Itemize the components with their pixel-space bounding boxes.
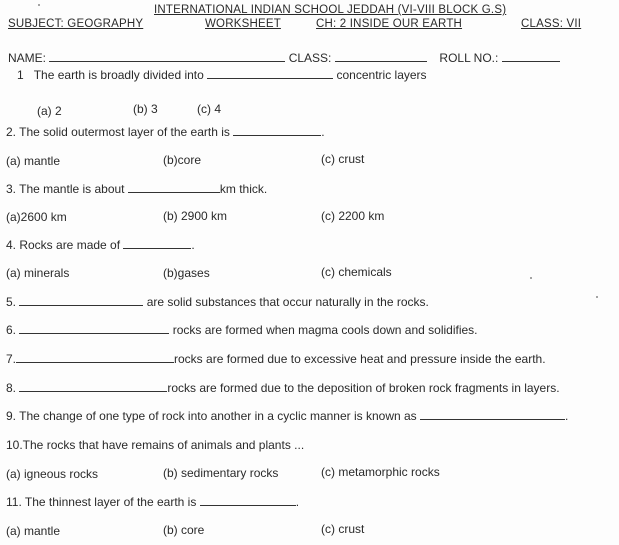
- question-text: The earth is broadly divided into: [33, 68, 204, 82]
- q4-option-c[interactable]: (c) chemicals: [321, 265, 392, 279]
- question-10: 10.The rocks that have remains of animals and plants ...: [6, 438, 305, 452]
- answer-blank[interactable]: [19, 295, 143, 306]
- scan-speck: [596, 296, 598, 298]
- question-4: [6, 238, 195, 252]
- class-field[interactable]: [335, 51, 427, 62]
- worksheet-label: WORKSHEET: [205, 18, 281, 30]
- q3-option-b[interactable]: (b) 2900 km: [163, 209, 228, 223]
- answer-blank[interactable]: [128, 182, 220, 193]
- q4-option-a[interactable]: (a) minerals: [6, 266, 70, 280]
- q11-option-a[interactable]: (a) mantle: [6, 524, 61, 538]
- name-field[interactable]: [49, 51, 285, 62]
- period: .: [565, 409, 569, 423]
- question-number: 8.: [6, 381, 17, 395]
- question-text: rocks are formed due to the deposition of broken rock fragments in layers.: [167, 381, 560, 395]
- roll-label: ROLL NO.:: [439, 51, 499, 65]
- q3-option-a[interactable]: (a)2600 km: [6, 210, 67, 224]
- answer-blank[interactable]: [19, 381, 167, 392]
- question-9: [6, 409, 568, 423]
- scan-speck: [530, 277, 532, 279]
- question-text: 2. The solid outermost layer of the earth is: [6, 125, 230, 139]
- q1-option-c[interactable]: (c) 4: [197, 102, 221, 116]
- question-5: [6, 295, 429, 309]
- q1-option-a[interactable]: (a) 2: [37, 104, 62, 118]
- question-3: [6, 182, 267, 196]
- question-text-end: concentric layers: [336, 68, 427, 82]
- q1-option-b[interactable]: (b) 3: [133, 102, 158, 116]
- question-text: rocks are formed due to excessive heat and pressure inside the earth.: [174, 352, 546, 366]
- question-number: 7.: [6, 352, 17, 366]
- question-text: are solid substances that occur naturally in the rocks.: [146, 295, 429, 309]
- period: .: [321, 125, 325, 139]
- school-title: INTERNATIONAL INDIAN SCHOOL JEDDAH (VI-VIII BLOCK G.S): [154, 4, 507, 16]
- question-text: 11. The thinnest layer of the earth is: [6, 495, 197, 509]
- question-text: 3. The mantle is about: [6, 182, 125, 196]
- question-number: 6.: [6, 323, 17, 337]
- q3-option-c[interactable]: (c) 2200 km: [321, 209, 385, 223]
- class-label: CLASS:: [288, 51, 332, 65]
- subject-label: SUBJECT: GEOGRAPHY: [8, 18, 144, 30]
- q4-option-b[interactable]: (b)gases: [163, 266, 210, 280]
- question-2: [6, 125, 325, 139]
- name-row: [8, 51, 560, 65]
- q2-option-b[interactable]: (b)core: [163, 153, 202, 167]
- scan-speck: [38, 4, 40, 6]
- question-text: 4. Rocks are made of: [6, 238, 121, 252]
- question-number: 1: [17, 68, 24, 82]
- q10-option-c[interactable]: (c) metamorphic rocks: [321, 465, 440, 479]
- question-8: [6, 381, 560, 395]
- answer-blank[interactable]: [233, 125, 321, 136]
- question-6: [6, 323, 478, 337]
- q2-option-c[interactable]: (c) crust: [321, 152, 365, 166]
- answer-blank[interactable]: [16, 352, 174, 363]
- question-text-end: km thick.: [219, 182, 268, 196]
- answer-blank[interactable]: [420, 409, 565, 420]
- question-7: [6, 352, 546, 366]
- question-text: 9. The change of one type of rock into another in a cyclic manner is known as: [6, 409, 417, 423]
- q11-option-c[interactable]: (c) crust: [321, 522, 365, 536]
- question-text: rocks are formed when magma cools down and solidifies.: [172, 323, 478, 337]
- q10-option-b[interactable]: (b) sedimentary rocks: [163, 466, 279, 480]
- roll-field[interactable]: [502, 51, 560, 62]
- q11-option-b[interactable]: (b) core: [163, 523, 205, 537]
- chapter-label: CH: 2 INSIDE OUR EARTH: [316, 18, 463, 30]
- question-number: 5.: [6, 295, 17, 309]
- period: .: [295, 495, 300, 509]
- question-1: [17, 68, 427, 82]
- answer-blank[interactable]: [19, 323, 169, 334]
- question-11: [6, 495, 299, 509]
- q2-option-a[interactable]: (a) mantle: [6, 154, 61, 168]
- name-label: NAME:: [8, 51, 47, 65]
- answer-blank[interactable]: [200, 495, 296, 506]
- answer-blank[interactable]: [207, 68, 333, 79]
- class-header-label: CLASS: VII: [521, 18, 582, 30]
- period: .: [191, 238, 195, 252]
- answer-blank[interactable]: [123, 238, 191, 249]
- q10-option-a[interactable]: (a) igneous rocks: [6, 467, 99, 481]
